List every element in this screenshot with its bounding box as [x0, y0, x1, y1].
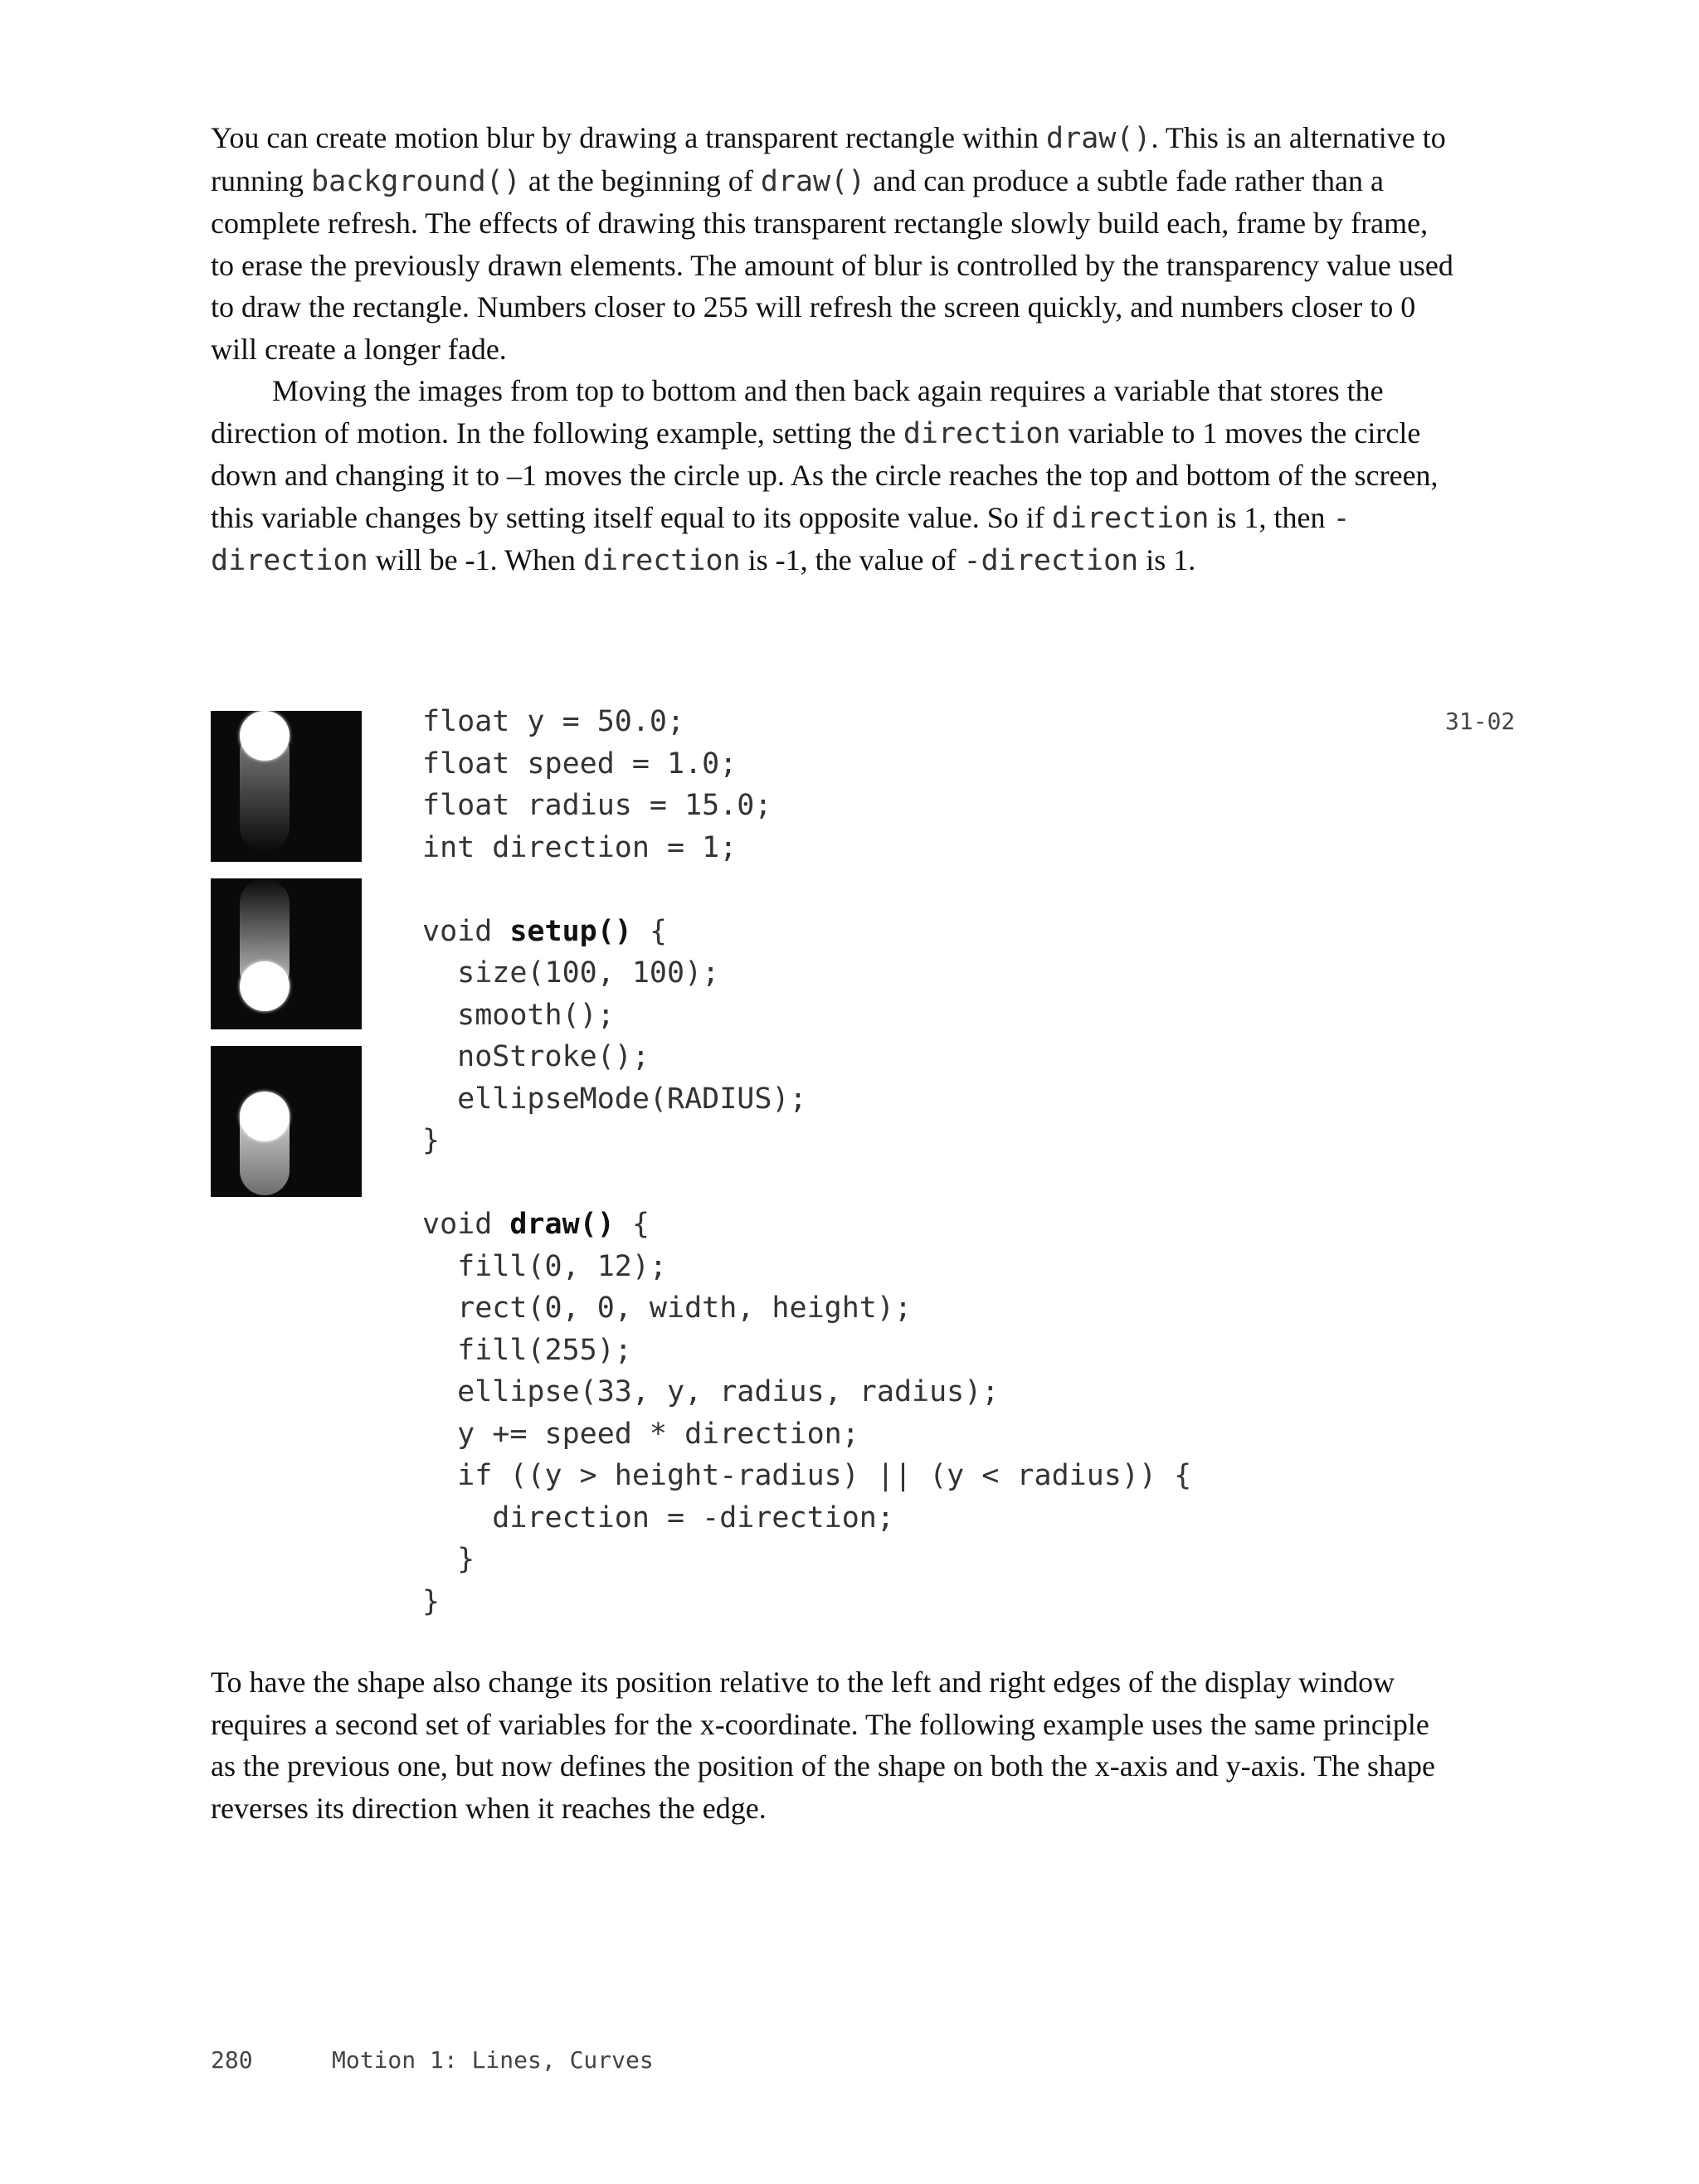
- inline-code: -direction: [211, 501, 1351, 577]
- example-number: 31-02: [1445, 708, 1516, 735]
- circle: [240, 1092, 290, 1141]
- example-frame-1: [211, 711, 362, 862]
- inline-code: -direction: [963, 544, 1139, 577]
- code-listing: float y = 50.0; float speed = 1.0; float radius = 15.0; int direction = 1; void setup() { size(100, 100); smooth(); noStroke(); ellipseMode(RADIUS); } void draw() { fill(0, 12); rect(0, 0, width, height); fill(255); ellipse(33, y, radius, radius); y += speed * direction; if ((y > height-radius) || (y < radius)) { direction = -direction; } }: [422, 705, 1192, 1618]
- inline-code: draw(): [1046, 122, 1151, 155]
- circle: [240, 961, 290, 1011]
- page-footer: [211, 2046, 654, 2074]
- inline-code: background(): [311, 164, 521, 198]
- body-paragraph-3: To have the shape also change its position relative to the left and right edges of the display window requires a second set of variables for the x-coordinate. The following example uses the same principle as the previous one, but now defines the position of the shape on both the x-axis and y-axis. The shape reverses its direction when it reaches the edge.: [211, 1666, 1436, 1825]
- example-thumbnails: [211, 711, 362, 1214]
- page-number: 280: [211, 2046, 253, 2074]
- inline-code: direction: [903, 416, 1061, 450]
- inline-code: draw(): [760, 164, 866, 198]
- inline-code: direction: [582, 544, 741, 577]
- inline-code: direction: [1051, 501, 1210, 535]
- body-paragraph-2: Moving the images from top to bottom and then back again requires a variable that stores the direction of motion. In the following example, setting the direction variable to 1 moves the circle down and changing it to –1 moves the circle up. As the circle reaches the top and bottom of the screen, this variable changes by setting itself equal to its opposite value. So if direction is 1, then -direction will be -1. When direction is -1, the value of -direction is 1.: [211, 374, 1439, 577]
- section-title: Motion 1: Lines, Curves: [332, 2046, 654, 2074]
- body-paragraph-1: You can create motion blur by drawing a transparent rectangle within draw(). This is an alternative to running background() at the beginning of draw() and can produce a subtle fade rather than a complete refresh. The effects of drawing this transparent rectangle slowly build each, frame by frame, to erase the previously drawn elements. The amount of blur is controlled by the transparency value used to draw the rectangle. Numbers closer to 255 will refresh the screen quickly, and numbers closer to 0 will create a longer fade. Moving the images from top to bottom and then back again requires a variable that stores the direction of motion. In the following example, setting the direction variable to 1 moves the circle down and changing it to –1 moves the circle up. As the circle reaches the top and bottom of the screen, this variable changes by setting itself equal to its opposite value. So if direction is 1, then -direction will be -1. When direction is -1, the value of -direction is 1.: [211, 121, 1453, 577]
- example-frame-3: [211, 1046, 362, 1197]
- circle: [240, 711, 290, 761]
- example-frame-2: [211, 878, 362, 1029]
